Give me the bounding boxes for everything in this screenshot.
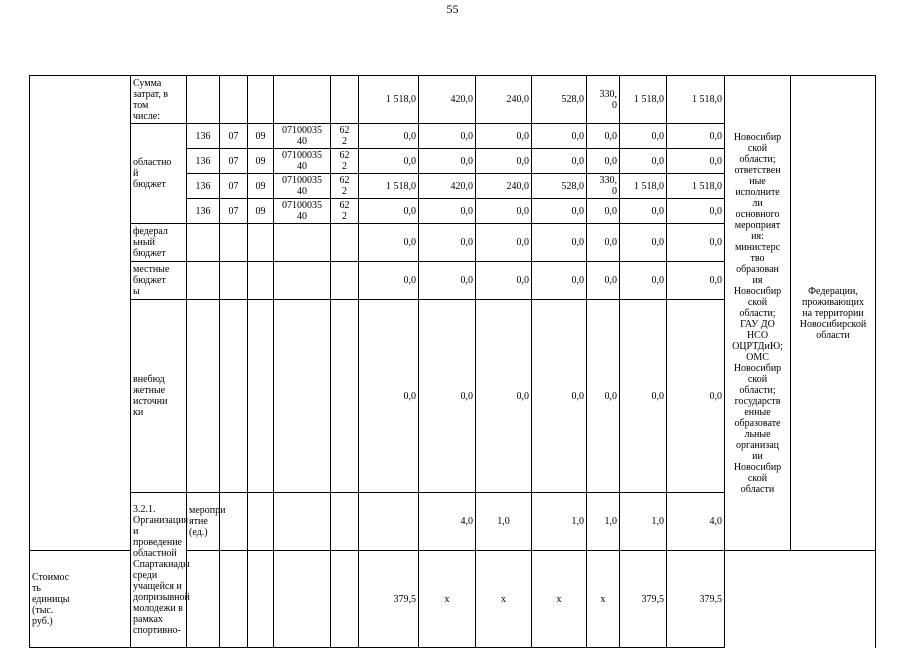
value-cell: 240,0 [476,76,532,124]
value-cell: 528,0 [532,174,587,199]
row-label-federal: федерал ьный бюджет [131,224,187,262]
value-cell: 0,0 [476,149,532,174]
value-cell: 0,0 [587,300,620,493]
value-cell: 0,0 [476,224,532,262]
value-cell: 379,5 [620,551,667,648]
row-label-regional: областно й бюджет [131,124,187,224]
code-rz: 07 [220,199,248,224]
value-cell: 0,0 [667,199,725,224]
value-cell: 1 518,0 [359,174,419,199]
value-cell: 1 518,0 [359,76,419,124]
value-cell: 330, 0 [587,174,620,199]
value-cell: 1,0 [587,493,620,551]
value-cell: 0,0 [532,199,587,224]
value-cell: 0,0 [419,149,476,174]
value-cell: x [587,551,620,648]
code-rz: 07 [220,149,248,174]
code-pr: 09 [248,149,274,174]
value-cell: 0,0 [532,300,587,493]
value-cell: 1 518,0 [620,76,667,124]
value-cell: 0,0 [359,124,419,149]
value-cell: 1,0 [476,493,532,551]
code-grbs: 136 [187,149,220,174]
value-cell: 0,0 [359,224,419,262]
value-cell: 0,0 [667,149,725,174]
code-grbs: 136 [187,174,220,199]
value-cell: 379,5 [667,551,725,648]
code-pr: 09 [248,174,274,199]
value-cell: 528,0 [532,76,587,124]
value-cell: 0,0 [587,124,620,149]
value-cell: 0,0 [419,300,476,493]
code-vr: 62 2 [331,124,359,149]
value-cell: 0,0 [620,224,667,262]
code-csr: 07100035 40 [274,149,331,174]
value-cell: 0,0 [532,262,587,300]
code-csr: 07100035 40 [274,199,331,224]
value-cell: 0,0 [359,149,419,174]
value-cell: 0,0 [476,300,532,493]
executor-cell: Новосибир ской области; ответствен ные исполните ли основного мероприят ия: министерс тво образован ия Новосибир ской области; ГАУ ДО НСО ОЦРТДиЮ; ОМС Новосибир ской области; государств енные образовате льные организац ии Новосибир ской области [725,76,791,551]
value-cell: 0,0 [587,224,620,262]
budget-table [29,75,876,648]
code-pr: 09 [248,124,274,149]
value-cell: x [419,551,476,648]
value-cell: 0,0 [532,149,587,174]
value-cell: 240,0 [476,174,532,199]
value-cell: x [532,551,587,648]
value-cell: 1,0 [620,493,667,551]
value-cell: 1 518,0 [667,174,725,199]
value-cell: 0,0 [476,124,532,149]
value-cell: 0,0 [587,199,620,224]
value-cell: 0,0 [476,262,532,300]
value-cell: 1,0 [532,493,587,551]
value-cell: 330, 0 [587,76,620,124]
code-vr: 62 2 [331,199,359,224]
value-cell: 0,0 [419,124,476,149]
value-cell: 0,0 [532,124,587,149]
value-cell: 1 518,0 [620,174,667,199]
code-csr: 07100035 40 [274,124,331,149]
value-cell: 0,0 [667,300,725,493]
row-label-events: меропри ятие (ед.) [187,493,220,551]
value-cell: 0,0 [532,224,587,262]
code-csr: 07100035 40 [274,174,331,199]
activity-name: 3.2.1. Организация и проведение областной Спартакиады среди учащейся и допризывной молодежи в рамках спортивно- [131,493,187,648]
value-cell: 0,0 [419,262,476,300]
value-cell: 4,0 [419,493,476,551]
value-cell: 379,5 [359,551,419,648]
value-cell: 420,0 [419,76,476,124]
value-cell: 0,0 [620,199,667,224]
value-cell: 0,0 [667,124,725,149]
value-cell: 0,0 [476,199,532,224]
value-cell: 0,0 [359,199,419,224]
value-cell: 420,0 [419,174,476,199]
value-cell: 0,0 [587,149,620,174]
code-vr: 62 2 [331,149,359,174]
code-pr: 09 [248,199,274,224]
code-rz: 07 [220,124,248,149]
row-label-extrabudget: внебюд жетные источни ки [131,300,187,493]
page-number: 55 [446,2,459,16]
row-label-local: местные бюджет ы [131,262,187,300]
value-cell: 0,0 [620,300,667,493]
value-cell: 0,0 [419,199,476,224]
row-label-total: Сумма затрат, в том числе: [131,76,187,124]
value-cell: 0,0 [620,262,667,300]
value-cell: 0,0 [587,262,620,300]
row-label-unit-cost: Стоимос ть единицы (тыс. руб.) [30,551,131,648]
value-cell: x [476,551,532,648]
value-cell: 0,0 [359,262,419,300]
value-cell: 0,0 [667,224,725,262]
code-grbs: 136 [187,124,220,149]
value-cell: 0,0 [419,224,476,262]
result-cell: Федерации, проживающих на территории Новосибирской области [791,76,876,551]
code-vr: 62 2 [331,174,359,199]
cell-blank-name [30,76,131,551]
table-row-total [30,76,876,124]
value-cell: 0,0 [620,124,667,149]
value-cell: 0,0 [359,300,419,493]
value-cell: 1 518,0 [667,76,725,124]
code-rz: 07 [220,174,248,199]
code-grbs: 136 [187,199,220,224]
value-cell: 0,0 [620,149,667,174]
value-cell: 0,0 [667,262,725,300]
value-cell: 4,0 [667,493,725,551]
